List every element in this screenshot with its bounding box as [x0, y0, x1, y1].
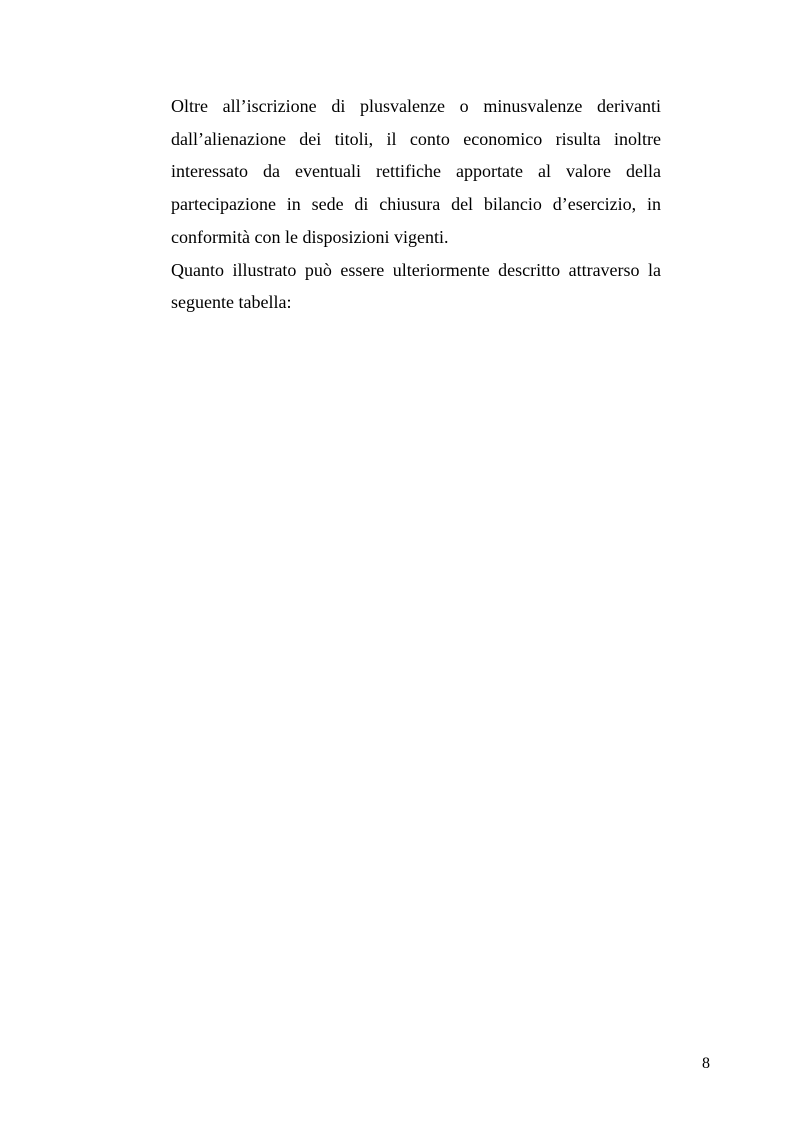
paragraph-line: partecipazione in sede di chiusura del bilancio d’esercizio, in: [171, 194, 661, 215]
paragraph-line: interessato da eventuali rettifiche apportate al valore della: [171, 161, 661, 182]
paragraph-line: dall’alienazione dei titoli, il conto economico risulta inoltre: [171, 128, 661, 149]
page-number: 8: [702, 1055, 710, 1072]
paragraph-line: conformità con le disposizioni vigenti.: [171, 226, 449, 247]
paragraph-line: seguente tabella:: [171, 292, 292, 313]
paragraph-line: Quanto illustrato può essere ulteriormente descritto attraverso la: [171, 259, 661, 280]
paragraph-line: Oltre all’iscrizione di plusvalenze o minusvalenze derivanti: [171, 96, 661, 116]
paragraph-2: [171, 254, 661, 319]
paragraph-1: [171, 90, 661, 254]
body-text: [171, 90, 661, 319]
